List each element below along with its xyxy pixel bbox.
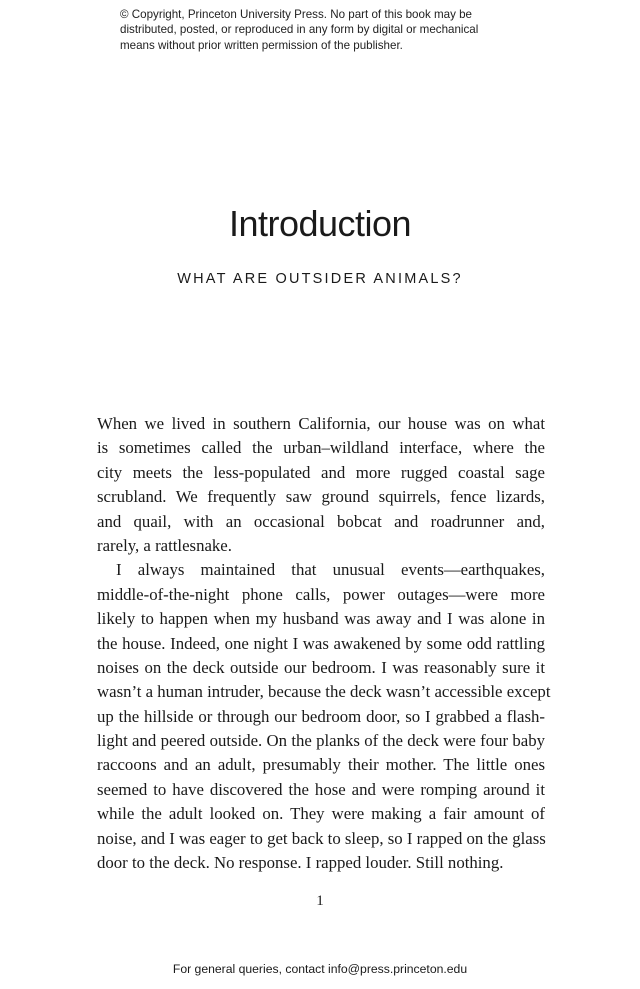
- text-line: noises on the deck outside our bedroom. I was reasonably sure it: [97, 657, 545, 677]
- text-line: door to the deck. No response. I rapped louder. Still nothing.: [97, 853, 504, 873]
- text-line: city meets the less-populated and more rugged coastal sage: [97, 462, 545, 482]
- text-line: and quail, with an occasional bobcat and roadrunner and,: [97, 511, 545, 531]
- copyright-line: distributed, posted, or reproduced in any form by digital or mechanical: [120, 23, 479, 37]
- text-line: raccoons and an adult, presumably their mother. The little ones: [97, 755, 545, 775]
- footer-contact: For general queries, contact info@press.princeton.edu: [172, 962, 468, 976]
- text-line: likely to happen when my husband was away and I was alone in: [97, 609, 545, 629]
- copyright-notice: [120, 7, 540, 53]
- text-line: wasn’t a human intruder, because the deck wasn’t accessible except: [97, 682, 551, 702]
- text-line: rarely, a rattlesnake.: [97, 535, 232, 555]
- body-text: [97, 412, 551, 875]
- text-line: I always maintained that unusual events—earthquakes,: [116, 560, 545, 580]
- text-line: scrubland. We frequently saw ground squirrels, fence lizards,: [97, 487, 545, 507]
- text-line: up the hillside or through our bedroom door, so I grabbed a flash-: [97, 706, 545, 726]
- chapter-subtitle: WHAT ARE OUTSIDER ANIMALS?: [177, 271, 463, 287]
- copyright-line: means without prior written permission of the publisher.: [120, 38, 403, 52]
- text-line: noise, and I was eager to get back to sleep, so I rapped on the glass: [97, 828, 546, 848]
- text-line: is sometimes called the urban–wildland interface, where the: [97, 438, 545, 458]
- text-line: light and peered outside. On the planks of the deck were four baby: [97, 731, 545, 751]
- text-line: the house. Indeed, one night I was awakened by some odd rattling: [97, 633, 545, 653]
- copyright-line: © Copyright, Princeton University Press. No part of this book may be: [120, 8, 472, 21]
- text-line: seemed to have discovered the hose and were romping around it: [97, 779, 545, 799]
- text-line: When we lived in southern California, our house was on what: [97, 414, 545, 433]
- text-line: middle-of-the-night phone calls, power outages—were more: [97, 584, 545, 604]
- text-line: while the adult looked on. They were making a fair amount of: [97, 804, 545, 824]
- chapter-title: Introduction: [228, 203, 412, 244]
- page-number: 1: [316, 893, 324, 909]
